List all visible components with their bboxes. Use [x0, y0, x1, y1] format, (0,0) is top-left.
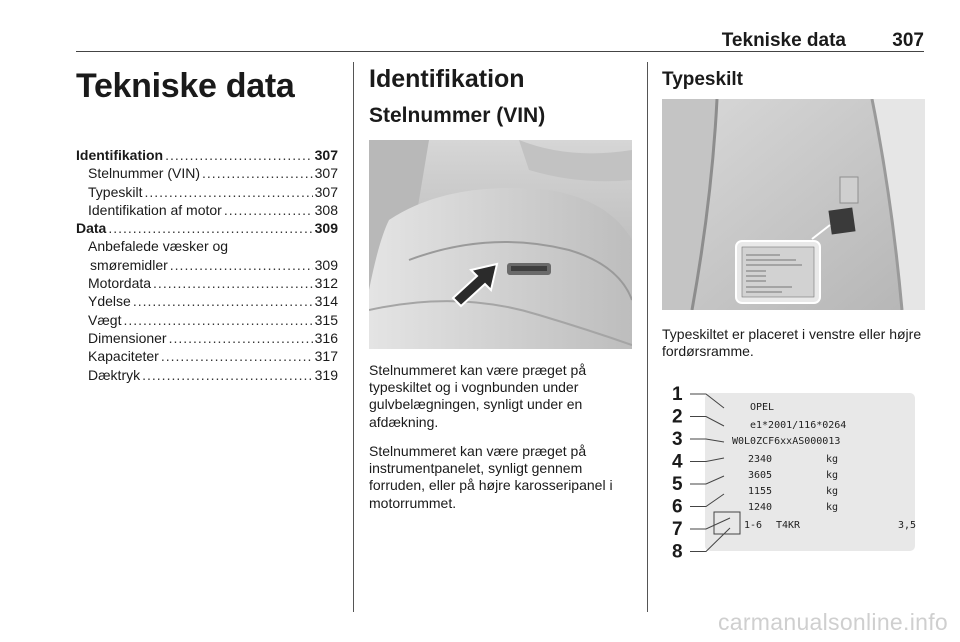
- callout-number: 4: [672, 451, 683, 473]
- toc-entry[interactable]: [76, 256, 338, 274]
- toc-leader-dots: [153, 274, 313, 292]
- running-header: [76, 30, 924, 52]
- callout-number: 6: [672, 496, 683, 518]
- toc-entry[interactable]: [76, 329, 338, 347]
- vin-paragraph-1: Stelnummeret kan være præget på typeskiltet og i vognbunden under gulvbelægningen, synligt under en afdækning.: [369, 362, 587, 430]
- typeplate-location-photo: [662, 99, 925, 310]
- toc-leader-dots: [165, 146, 313, 164]
- typeplate-column: [662, 60, 926, 92]
- toc-entry-title: Typeskilt: [88, 183, 143, 200]
- toc-entry-title: Anbefalede væsker og: [88, 238, 229, 255]
- label-line: W0L0ZCF6xxAS000013: [732, 436, 841, 447]
- toc-entry-title: smøremidler: [90, 256, 168, 273]
- toc-leader-dots: [169, 329, 313, 347]
- toc-entry[interactable]: [76, 201, 338, 219]
- typeplate-paragraph: Typeskiltet er placeret i venstre eller højre fordørsramme.: [662, 326, 922, 360]
- toc-leader-dots: [133, 292, 313, 310]
- page-number: 307: [892, 30, 924, 51]
- column-divider-1: [353, 62, 354, 612]
- toc-leader-dots: [170, 256, 313, 274]
- section-heading-typeplate: Typeskilt: [662, 69, 743, 90]
- callout-number: 7: [672, 519, 683, 540]
- vin-paragraph-2: Stelnummeret kan være præget på instrumentpanelet, synligt gennem forruden, eller på højre karosseripanel i motorrummet.: [369, 443, 613, 511]
- identification-column: [369, 60, 635, 129]
- toc-entry-title: Vægt: [88, 311, 122, 328]
- label-side-mark: 3,5: [898, 520, 917, 531]
- watermark: carmanualsonline.info: [717, 609, 948, 635]
- label-line: 2340: [748, 454, 773, 465]
- toc-entry-title: Ydelse: [88, 293, 131, 310]
- label-line: 1-6: [744, 520, 763, 531]
- toc-entry[interactable]: [76, 183, 338, 201]
- toc-entry-page: 308: [314, 201, 338, 218]
- toc-entry-page: 307: [314, 165, 338, 182]
- toc-entry[interactable]: [76, 292, 338, 310]
- label-line: OPEL: [750, 402, 775, 413]
- table-of-contents: [76, 146, 338, 384]
- callout-number: 8: [672, 541, 683, 563]
- toc-leader-dots: [144, 183, 312, 201]
- label-unit: kg: [826, 470, 839, 481]
- section-heading-identification: Identifikation: [369, 65, 525, 93]
- toc-entry[interactable]: [76, 237, 338, 255]
- toc-entry-title: Identifikation: [76, 147, 164, 163]
- toc-leader-dots: [161, 347, 313, 365]
- toc-entry-page: 315: [314, 311, 338, 328]
- typeplate-label: [704, 392, 916, 552]
- toc-entry-page: 319: [314, 366, 338, 383]
- toc-leader-dots: [108, 219, 312, 237]
- toc-entry[interactable]: [76, 366, 338, 384]
- toc-entry-page: 307: [314, 147, 338, 163]
- callout-number: 3: [672, 429, 683, 450]
- label-unit: kg: [826, 502, 839, 513]
- toc-entry-title: Dimensioner: [88, 329, 167, 346]
- toc-entry-title: Motordata: [88, 275, 152, 292]
- toc-entry-page: 317: [314, 348, 338, 365]
- toc-entry-title: Identifikation af motor: [88, 201, 222, 218]
- toc-entry[interactable]: [76, 146, 338, 164]
- subheading-vin: Stelnummer (VIN): [369, 104, 546, 127]
- column-divider-2: [647, 62, 648, 612]
- toc-entry-page: 309: [314, 220, 338, 237]
- toc-entry-title: Kapaciteter: [88, 348, 159, 365]
- toc-entry-page: 316: [314, 329, 338, 346]
- running-header-title: Tekniske data: [721, 30, 846, 51]
- toc-column: [76, 60, 338, 384]
- chapter-title: Tekniske data: [76, 67, 295, 105]
- label-unit: kg: [826, 486, 839, 497]
- toc-entry-page: 309: [314, 256, 338, 273]
- callout-number: 1: [672, 384, 683, 405]
- header-rule: [76, 51, 924, 52]
- label-line: 1155: [748, 486, 773, 497]
- label-line: T4KR: [776, 520, 801, 531]
- callout-number: 2: [672, 406, 683, 428]
- toc-entry-page: 307: [314, 183, 338, 200]
- toc-entry-title: Dæktryk: [88, 366, 141, 383]
- toc-entry[interactable]: [76, 219, 338, 237]
- toc-entry[interactable]: [76, 274, 338, 292]
- toc-entry[interactable]: [76, 311, 338, 329]
- toc-entry-title: Stelnummer (VIN): [88, 165, 201, 182]
- typeplate-diagram: [662, 378, 924, 580]
- label-unit: kg: [826, 454, 839, 465]
- toc-leader-dots: [224, 201, 313, 219]
- toc-entry[interactable]: [76, 347, 338, 365]
- vin-location-photo: [369, 140, 632, 349]
- toc-entry-page: 312: [314, 275, 338, 292]
- label-line: 3605: [748, 470, 773, 481]
- toc-leader-dots: [142, 366, 313, 384]
- label-line: e1*2001/116*0264: [750, 420, 847, 431]
- toc-leader-dots: [123, 311, 312, 329]
- toc-entry-title: Data: [76, 220, 107, 237]
- toc-entry-page: 314: [314, 293, 338, 310]
- callout-number: 5: [672, 474, 683, 495]
- toc-leader-dots: [202, 164, 313, 182]
- toc-entry[interactable]: [76, 164, 338, 182]
- label-line: 1240: [748, 502, 773, 513]
